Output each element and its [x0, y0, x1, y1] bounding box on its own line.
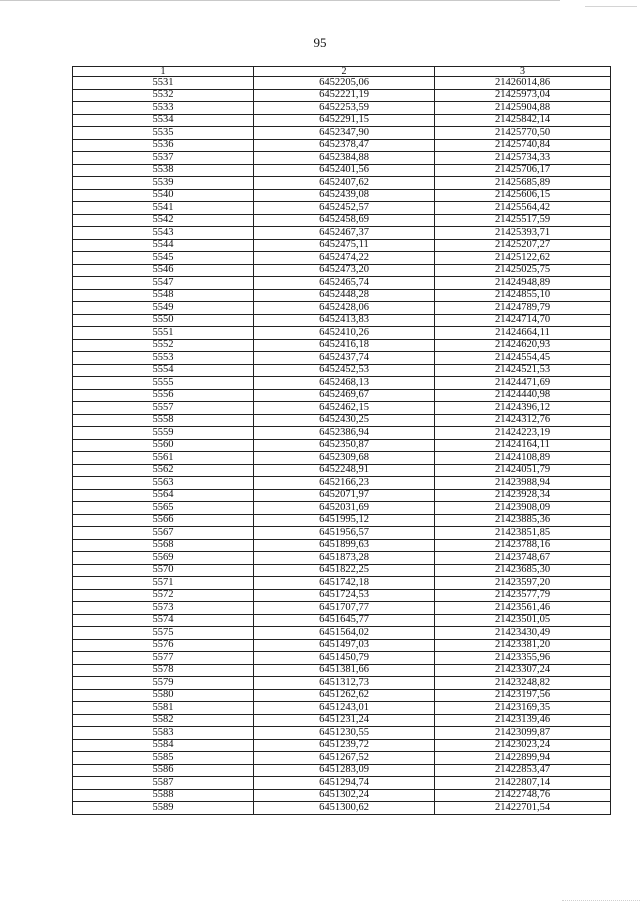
- cell-point-number: 5560: [73, 439, 254, 452]
- cell-point-number: 5581: [73, 702, 254, 715]
- cell-y-coordinate: 21424620,93: [435, 339, 611, 352]
- cell-x-coordinate: 6451956,57: [254, 527, 435, 540]
- cell-x-coordinate: 6452347,90: [254, 127, 435, 140]
- cell-y-coordinate: 21424714,70: [435, 314, 611, 327]
- cell-y-coordinate: 21423430,49: [435, 627, 611, 640]
- table-row: [73, 739, 611, 752]
- cell-x-coordinate: 6452467,37: [254, 227, 435, 240]
- cell-point-number: 5566: [73, 514, 254, 527]
- cell-y-coordinate: 21425734,33: [435, 152, 611, 165]
- cell-y-coordinate: 21423099,87: [435, 727, 611, 740]
- cell-y-coordinate: 21425025,75: [435, 264, 611, 277]
- table-row: [73, 477, 611, 490]
- cell-y-coordinate: 21426014,86: [435, 77, 611, 90]
- table-row: [73, 552, 611, 565]
- cell-y-coordinate: 21423928,34: [435, 489, 611, 502]
- cell-y-coordinate: 21425393,71: [435, 227, 611, 240]
- cell-x-coordinate: 6451230,55: [254, 727, 435, 740]
- table-row: [73, 277, 611, 290]
- cell-y-coordinate: 21423988,94: [435, 477, 611, 490]
- cell-x-coordinate: 6452437,74: [254, 352, 435, 365]
- cell-y-coordinate: 21425517,59: [435, 214, 611, 227]
- cell-y-coordinate: 21424396,12: [435, 402, 611, 415]
- cell-x-coordinate: 6452309,68: [254, 452, 435, 465]
- cell-y-coordinate: 21424051,79: [435, 464, 611, 477]
- table-row: [73, 427, 611, 440]
- cell-x-coordinate: 6451899,63: [254, 539, 435, 552]
- cell-point-number: 5583: [73, 727, 254, 740]
- cell-point-number: 5556: [73, 389, 254, 402]
- cell-point-number: 5586: [73, 764, 254, 777]
- cell-y-coordinate: 21424164,11: [435, 439, 611, 452]
- table-row: [73, 152, 611, 165]
- cell-point-number: 5558: [73, 414, 254, 427]
- cell-point-number: 5569: [73, 552, 254, 565]
- cell-point-number: 5537: [73, 152, 254, 165]
- cell-y-coordinate: 21423197,56: [435, 689, 611, 702]
- cell-point-number: 5549: [73, 302, 254, 315]
- cell-y-coordinate: 21425973,04: [435, 89, 611, 102]
- cell-x-coordinate: 6451312,73: [254, 677, 435, 690]
- cell-point-number: 5557: [73, 402, 254, 415]
- table-row: [73, 664, 611, 677]
- cell-point-number: 5538: [73, 164, 254, 177]
- cell-point-number: 5554: [73, 364, 254, 377]
- cell-y-coordinate: 21423685,30: [435, 564, 611, 577]
- cell-x-coordinate: 6451873,28: [254, 552, 435, 565]
- table-row: [73, 439, 611, 452]
- cell-x-coordinate: 6452439,08: [254, 189, 435, 202]
- table-row: [73, 402, 611, 415]
- table-row: [73, 414, 611, 427]
- cell-x-coordinate: 6451564,02: [254, 627, 435, 640]
- cell-point-number: 5575: [73, 627, 254, 640]
- cell-point-number: 5565: [73, 502, 254, 515]
- cell-y-coordinate: 21423851,85: [435, 527, 611, 540]
- table-row: [73, 627, 611, 640]
- cell-x-coordinate: 6451243,01: [254, 702, 435, 715]
- cell-point-number: 5533: [73, 102, 254, 115]
- cell-y-coordinate: 21424223,19: [435, 427, 611, 440]
- coordinates-table: [72, 66, 611, 815]
- table-row: [73, 264, 611, 277]
- cell-y-coordinate: 21425207,27: [435, 239, 611, 252]
- table-row: [73, 202, 611, 215]
- cell-x-coordinate: 6452462,15: [254, 402, 435, 415]
- cell-x-coordinate: 6452428,06: [254, 302, 435, 315]
- table-row: [73, 464, 611, 477]
- table-row: [73, 777, 611, 790]
- table-row: [73, 177, 611, 190]
- table-row: [73, 164, 611, 177]
- cell-x-coordinate: 6452469,67: [254, 389, 435, 402]
- table-row: [73, 614, 611, 627]
- cell-y-coordinate: 21424312,76: [435, 414, 611, 427]
- cell-x-coordinate: 6452458,69: [254, 214, 435, 227]
- cell-point-number: 5567: [73, 527, 254, 540]
- cell-point-number: 5589: [73, 802, 254, 815]
- table-row: [73, 689, 611, 702]
- cell-x-coordinate: 6452221,19: [254, 89, 435, 102]
- cell-point-number: 5559: [73, 427, 254, 440]
- cell-y-coordinate: 21424855,10: [435, 289, 611, 302]
- cell-y-coordinate: 21423748,67: [435, 552, 611, 565]
- table-row: [73, 339, 611, 352]
- cell-x-coordinate: 6452416,18: [254, 339, 435, 352]
- cell-x-coordinate: 6452386,94: [254, 427, 435, 440]
- cell-point-number: 5536: [73, 139, 254, 152]
- cell-point-number: 5580: [73, 689, 254, 702]
- table-row: [73, 364, 611, 377]
- cell-x-coordinate: 6452430,25: [254, 414, 435, 427]
- table-row: [73, 252, 611, 265]
- cell-x-coordinate: 6452384,88: [254, 152, 435, 165]
- cell-point-number: 5542: [73, 214, 254, 227]
- cell-x-coordinate: 6452031,69: [254, 502, 435, 515]
- cell-y-coordinate: 21424554,45: [435, 352, 611, 365]
- table-row: [73, 302, 611, 315]
- cell-y-coordinate: 21423248,82: [435, 677, 611, 690]
- cell-point-number: 5550: [73, 314, 254, 327]
- cell-y-coordinate: 21422701,54: [435, 802, 611, 815]
- cell-x-coordinate: 6451822,25: [254, 564, 435, 577]
- coordinates-table-body: [73, 67, 611, 815]
- cell-point-number: 5582: [73, 714, 254, 727]
- cell-x-coordinate: 6452248,91: [254, 464, 435, 477]
- cell-x-coordinate: 6451294,74: [254, 777, 435, 790]
- cell-point-number: 5553: [73, 352, 254, 365]
- cell-y-coordinate: 21424521,53: [435, 364, 611, 377]
- cell-point-number: 5568: [73, 539, 254, 552]
- cell-x-coordinate: 6451497,03: [254, 639, 435, 652]
- cell-x-coordinate: 6452452,57: [254, 202, 435, 215]
- table-row: [73, 714, 611, 727]
- cell-point-number: 5535: [73, 127, 254, 140]
- cell-y-coordinate: 21423597,20: [435, 577, 611, 590]
- page-number: 95: [313, 35, 327, 50]
- table-row: [73, 752, 611, 765]
- cell-y-coordinate: 21423169,35: [435, 702, 611, 715]
- cell-point-number: 5548: [73, 289, 254, 302]
- cell-point-number: 5551: [73, 327, 254, 340]
- cell-x-coordinate: 6451707,77: [254, 602, 435, 615]
- cell-point-number: 5579: [73, 677, 254, 690]
- cell-point-number: 5552: [73, 339, 254, 352]
- cell-y-coordinate: 21423355,96: [435, 652, 611, 665]
- table-header-row: [73, 67, 611, 77]
- cell-point-number: 5570: [73, 564, 254, 577]
- cell-y-coordinate: 21422853,47: [435, 764, 611, 777]
- top-scan-edge-right: [585, 6, 637, 7]
- bottom-scan-edge: [562, 900, 640, 901]
- cell-point-number: 5587: [73, 777, 254, 790]
- cell-point-number: 5578: [73, 664, 254, 677]
- cell-point-number: 5574: [73, 614, 254, 627]
- header-cell-x: 2: [254, 67, 435, 77]
- cell-x-coordinate: 6451283,09: [254, 764, 435, 777]
- cell-y-coordinate: 21423908,09: [435, 502, 611, 515]
- cell-x-coordinate: 6452474,22: [254, 252, 435, 265]
- cell-point-number: 5573: [73, 602, 254, 615]
- cell-point-number: 5555: [73, 377, 254, 390]
- cell-y-coordinate: 21423561,46: [435, 602, 611, 615]
- table-row: [73, 377, 611, 390]
- cell-point-number: 5544: [73, 239, 254, 252]
- table-row: [73, 214, 611, 227]
- cell-point-number: 5546: [73, 264, 254, 277]
- cell-y-coordinate: 21424108,89: [435, 452, 611, 465]
- cell-y-coordinate: 21423577,79: [435, 589, 611, 602]
- table-row: [73, 514, 611, 527]
- table-row: [73, 452, 611, 465]
- cell-point-number: 5571: [73, 577, 254, 590]
- table-row: [73, 389, 611, 402]
- cell-point-number: 5545: [73, 252, 254, 265]
- cell-point-number: 5543: [73, 227, 254, 240]
- cell-x-coordinate: 6452452,53: [254, 364, 435, 377]
- table-row: [73, 527, 611, 540]
- cell-x-coordinate: 6452475,11: [254, 239, 435, 252]
- cell-y-coordinate: 21422748,76: [435, 789, 611, 802]
- cell-y-coordinate: 21425904,88: [435, 102, 611, 115]
- cell-x-coordinate: 6451742,18: [254, 577, 435, 590]
- cell-x-coordinate: 6452473,20: [254, 264, 435, 277]
- cell-point-number: 5585: [73, 752, 254, 765]
- cell-x-coordinate: 6452291,15: [254, 114, 435, 127]
- table-row: [73, 577, 611, 590]
- cell-y-coordinate: 21424789,79: [435, 302, 611, 315]
- cell-point-number: 5541: [73, 202, 254, 215]
- table-row: [73, 327, 611, 340]
- top-scan-edge: [0, 0, 560, 1]
- cell-point-number: 5561: [73, 452, 254, 465]
- cell-x-coordinate: 6452413,83: [254, 314, 435, 327]
- cell-x-coordinate: 6451302,24: [254, 789, 435, 802]
- table-row: [73, 127, 611, 140]
- cell-point-number: 5534: [73, 114, 254, 127]
- cell-point-number: 5562: [73, 464, 254, 477]
- table-row: [73, 639, 611, 652]
- cell-y-coordinate: 21424471,69: [435, 377, 611, 390]
- table-row: [73, 189, 611, 202]
- table-row: [73, 314, 611, 327]
- cell-y-coordinate: 21425842,14: [435, 114, 611, 127]
- table-row: [73, 764, 611, 777]
- cell-y-coordinate: 21422807,14: [435, 777, 611, 790]
- cell-y-coordinate: 21423139,46: [435, 714, 611, 727]
- cell-x-coordinate: 6452448,28: [254, 289, 435, 302]
- cell-point-number: 5540: [73, 189, 254, 202]
- cell-point-number: 5563: [73, 477, 254, 490]
- cell-point-number: 5564: [73, 489, 254, 502]
- table-row: [73, 239, 611, 252]
- cell-x-coordinate: 6451231,24: [254, 714, 435, 727]
- cell-y-coordinate: 21423023,24: [435, 739, 611, 752]
- cell-y-coordinate: 21425706,17: [435, 164, 611, 177]
- cell-point-number: 5532: [73, 89, 254, 102]
- cell-x-coordinate: 6452378,47: [254, 139, 435, 152]
- cell-x-coordinate: 6452407,62: [254, 177, 435, 190]
- cell-y-coordinate: 21423381,20: [435, 639, 611, 652]
- table-row: [73, 227, 611, 240]
- cell-point-number: 5588: [73, 789, 254, 802]
- cell-x-coordinate: 6452253,59: [254, 102, 435, 115]
- cell-y-coordinate: 21424440,98: [435, 389, 611, 402]
- cell-x-coordinate: 6452205,06: [254, 77, 435, 90]
- header-cell-point: 1: [73, 67, 254, 77]
- cell-x-coordinate: 6452401,56: [254, 164, 435, 177]
- cell-point-number: 5577: [73, 652, 254, 665]
- table-row: [73, 589, 611, 602]
- table-row: [73, 89, 611, 102]
- table-row: [73, 539, 611, 552]
- table-row: [73, 102, 611, 115]
- cell-x-coordinate: 6452410,26: [254, 327, 435, 340]
- cell-point-number: 5584: [73, 739, 254, 752]
- cell-y-coordinate: 21425564,42: [435, 202, 611, 215]
- table-row: [73, 789, 611, 802]
- cell-y-coordinate: 21425685,89: [435, 177, 611, 190]
- cell-point-number: 5547: [73, 277, 254, 290]
- table-row: [73, 702, 611, 715]
- cell-x-coordinate: 6451239,72: [254, 739, 435, 752]
- cell-point-number: 5539: [73, 177, 254, 190]
- cell-x-coordinate: 6451450,79: [254, 652, 435, 665]
- cell-x-coordinate: 6452468,13: [254, 377, 435, 390]
- cell-x-coordinate: 6452071,97: [254, 489, 435, 502]
- cell-x-coordinate: 6451724,53: [254, 589, 435, 602]
- table-row: [73, 564, 611, 577]
- cell-x-coordinate: 6451381,66: [254, 664, 435, 677]
- cell-y-coordinate: 21425770,50: [435, 127, 611, 140]
- cell-x-coordinate: 6451645,77: [254, 614, 435, 627]
- cell-x-coordinate: 6451995,12: [254, 514, 435, 527]
- cell-y-coordinate: 21423885,36: [435, 514, 611, 527]
- table-row: [73, 352, 611, 365]
- cell-y-coordinate: 21425606,15: [435, 189, 611, 202]
- cell-y-coordinate: 21422899,94: [435, 752, 611, 765]
- table-row: [73, 502, 611, 515]
- header-cell-y: 3: [435, 67, 611, 77]
- table-row: [73, 602, 611, 615]
- cell-x-coordinate: 6451300,62: [254, 802, 435, 815]
- table-row: [73, 677, 611, 690]
- table-row: [73, 114, 611, 127]
- cell-y-coordinate: 21424948,89: [435, 277, 611, 290]
- cell-x-coordinate: 6452350,87: [254, 439, 435, 452]
- cell-y-coordinate: 21425122,62: [435, 252, 611, 265]
- cell-y-coordinate: 21425740,84: [435, 139, 611, 152]
- cell-y-coordinate: 21424664,11: [435, 327, 611, 340]
- cell-x-coordinate: 6452465,74: [254, 277, 435, 290]
- table-row: [73, 652, 611, 665]
- table-row: [73, 77, 611, 90]
- cell-y-coordinate: 21423788,16: [435, 539, 611, 552]
- cell-x-coordinate: 6451262,62: [254, 689, 435, 702]
- table-row: [73, 727, 611, 740]
- cell-x-coordinate: 6451267,52: [254, 752, 435, 765]
- cell-y-coordinate: 21423501,05: [435, 614, 611, 627]
- table-row: [73, 139, 611, 152]
- cell-point-number: 5576: [73, 639, 254, 652]
- table-row: [73, 489, 611, 502]
- cell-point-number: 5531: [73, 77, 254, 90]
- cell-x-coordinate: 6452166,23: [254, 477, 435, 490]
- cell-y-coordinate: 21423307,24: [435, 664, 611, 677]
- table-row: [73, 289, 611, 302]
- table-row: [73, 802, 611, 815]
- cell-point-number: 5572: [73, 589, 254, 602]
